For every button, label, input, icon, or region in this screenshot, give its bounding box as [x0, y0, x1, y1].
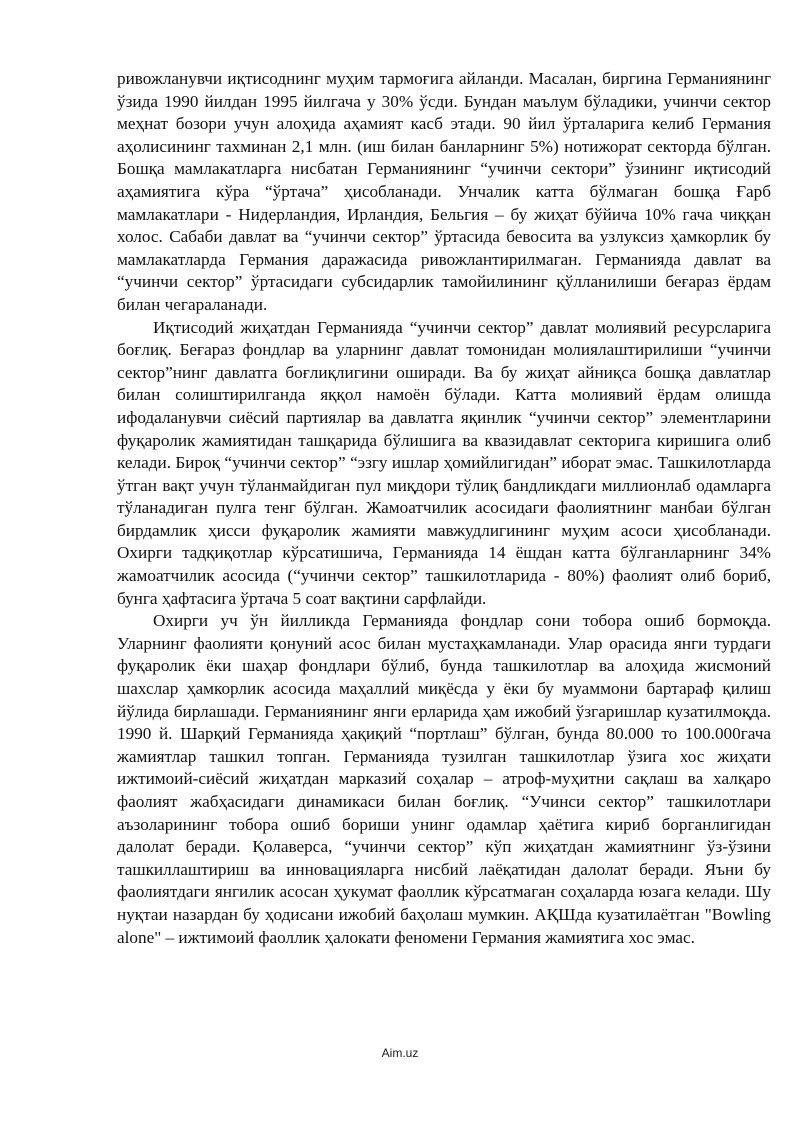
- page-footer-site: Aim.uz: [381, 1046, 419, 1060]
- paragraph-continuation: ривожланувчи иқтисоднинг муҳим тармоғига айланди. Масалан, биргина Германиянинг ўзида 1990 йилдан 1995 йилгача у 30% ўсди. Бундан маълум бўладики, учинчи сектор меҳнат бозори учун алоҳида аҳамият касб этади. 90 йил ўрталарига келиб Германия аҳолисининг тахминан 2,1 млн. (иш билан банларнинг 5%) нотижорат секторда бўлган. Бошқа мамлакатларга нисбатан Германиянинг “учинчи сектори” ўзининг иқтисодий аҳамиятига кўра “ўртача” ҳисобланади. Унчалик катта бўлмаган бошқа Ғарб мамлакатлари - Нидерландия, Ирландия, Бельгия – бу жиҳат бўйича 10% гача чиққан холос. Сабаби давлат ва “учинчи сектор” ўртасида бевосита ва узлуксиз ҳамкорлик бу мамлакатларда Германия даражасида ривожлантирилмаган. Германияда давлат ва “учинчи сектор” ўртасидаги субсидарлик тамойилининг қўлланилиши беғараз ёрдам билан чегараланади.: [117, 69, 771, 314]
- paragraph-economic-dependence: Иқтисодий жиҳатдан Германияда “учинчи сектор” давлат молиявий ресурсларига боғлиқ. Беғараз фондлар ва уларнинг давлат томонидан молиялаштирилиши “учинчи сектор”нинг давлатга боғлиқлигини оширади. Ва бу жиҳат айниқса бошқа давлатлар билан солиштирилганда яққол намоён бўлади. Катта молиявий ёрдам олишда ифодаланувчи сиёсий партиялар ва давлатга яқинлик “учинчи сектор” элементларини фуқаролик жамиятидан ташқарида бўлишига ва квазидавлат секторига киришига олиб келади. Бироқ “учинчи сектор” “эзгу ишлар ҳомийлигидан” иборат эмас. Ташкилотларда ўтган вақт учун тўланмайдиган пул миқдори тўлиқ бандликдаги миллионлаб одамларга тўланадиган пулга тенг бўлган. Жамоатчилик асосидаги фаолиятнинг манбаи бўлган бирдамлик ҳисси фуқаролик жамияти мавжудлигининг муҳим асоси ҳисобланади. Охирги тадқиқотлар кўрсатишича, Германияда 14 ёшдан катта бўлганларнинг 34% жамоатчилик асосида (“учинчи сектор” ташкилотларида - 80%) фаолият олиб бориб, бунга ҳафтасига ўртача 5 соат вақтини сарфлайди.: [117, 317, 771, 608]
- paragraph-foundations-growth: Охирги уч ўн йилликда Германияда фондлар сони тобора ошиб бормоқда. Уларнинг фаолияти қонуний асос билан мустаҳкамланади. Улар орасида янги турдаги фуқаролик ёки шаҳар фондлари бўлиб, бунда ташкилотлар ва алоҳида жисмоний шахслар ҳамкорлик асосида маҳаллий миқёсда у ёки бу муаммони бартараф қилиш йўлида бирлашади. Германиянинг янги ерларида ҳам ижобий ўзгаришлар кузатилмоқда. 1990 й. Шарқий Германияда ҳақиқий “портлаш” бўлган, бунда 80.000 то 100.000гача жамиятлар ташкил топган. Германияда тузилган ташкилотлар ўзига хос жиҳати ижтимоий-сиёсий жиҳатдан марказий соҳалар – атроф-муҳитни сақлаш ва халқаро фаолият жабҳасидаги динамикаси билан боғлиқ. “Учинси сектор” ташкилотлари аъзоларининг тобора ошиб бориши унинг одамлар ҳаётига кириб борганлигидан далолат беради. Қолаверса, “учинчи сектор” кўп жиҳатдан жамиятнинг ўз-ўзини ташкиллаштириш ва инновацияларга нисбий лаёқатидан далолат беради. Яъни бу фаолиятдаги янгилик асосан ҳукумат фаоллик кўрсатмаган соҳаларда юзага келади. Шу нуқтаи назардан бу ҳодисани ижобий баҳолаш мумкин. АҚШда кузатилаётган "Bowling alone" – ижтимоий фаоллик ҳалокати феномени Германия жамиятига хос эмас.: [117, 611, 771, 947]
- document-body: [117, 68, 771, 949]
